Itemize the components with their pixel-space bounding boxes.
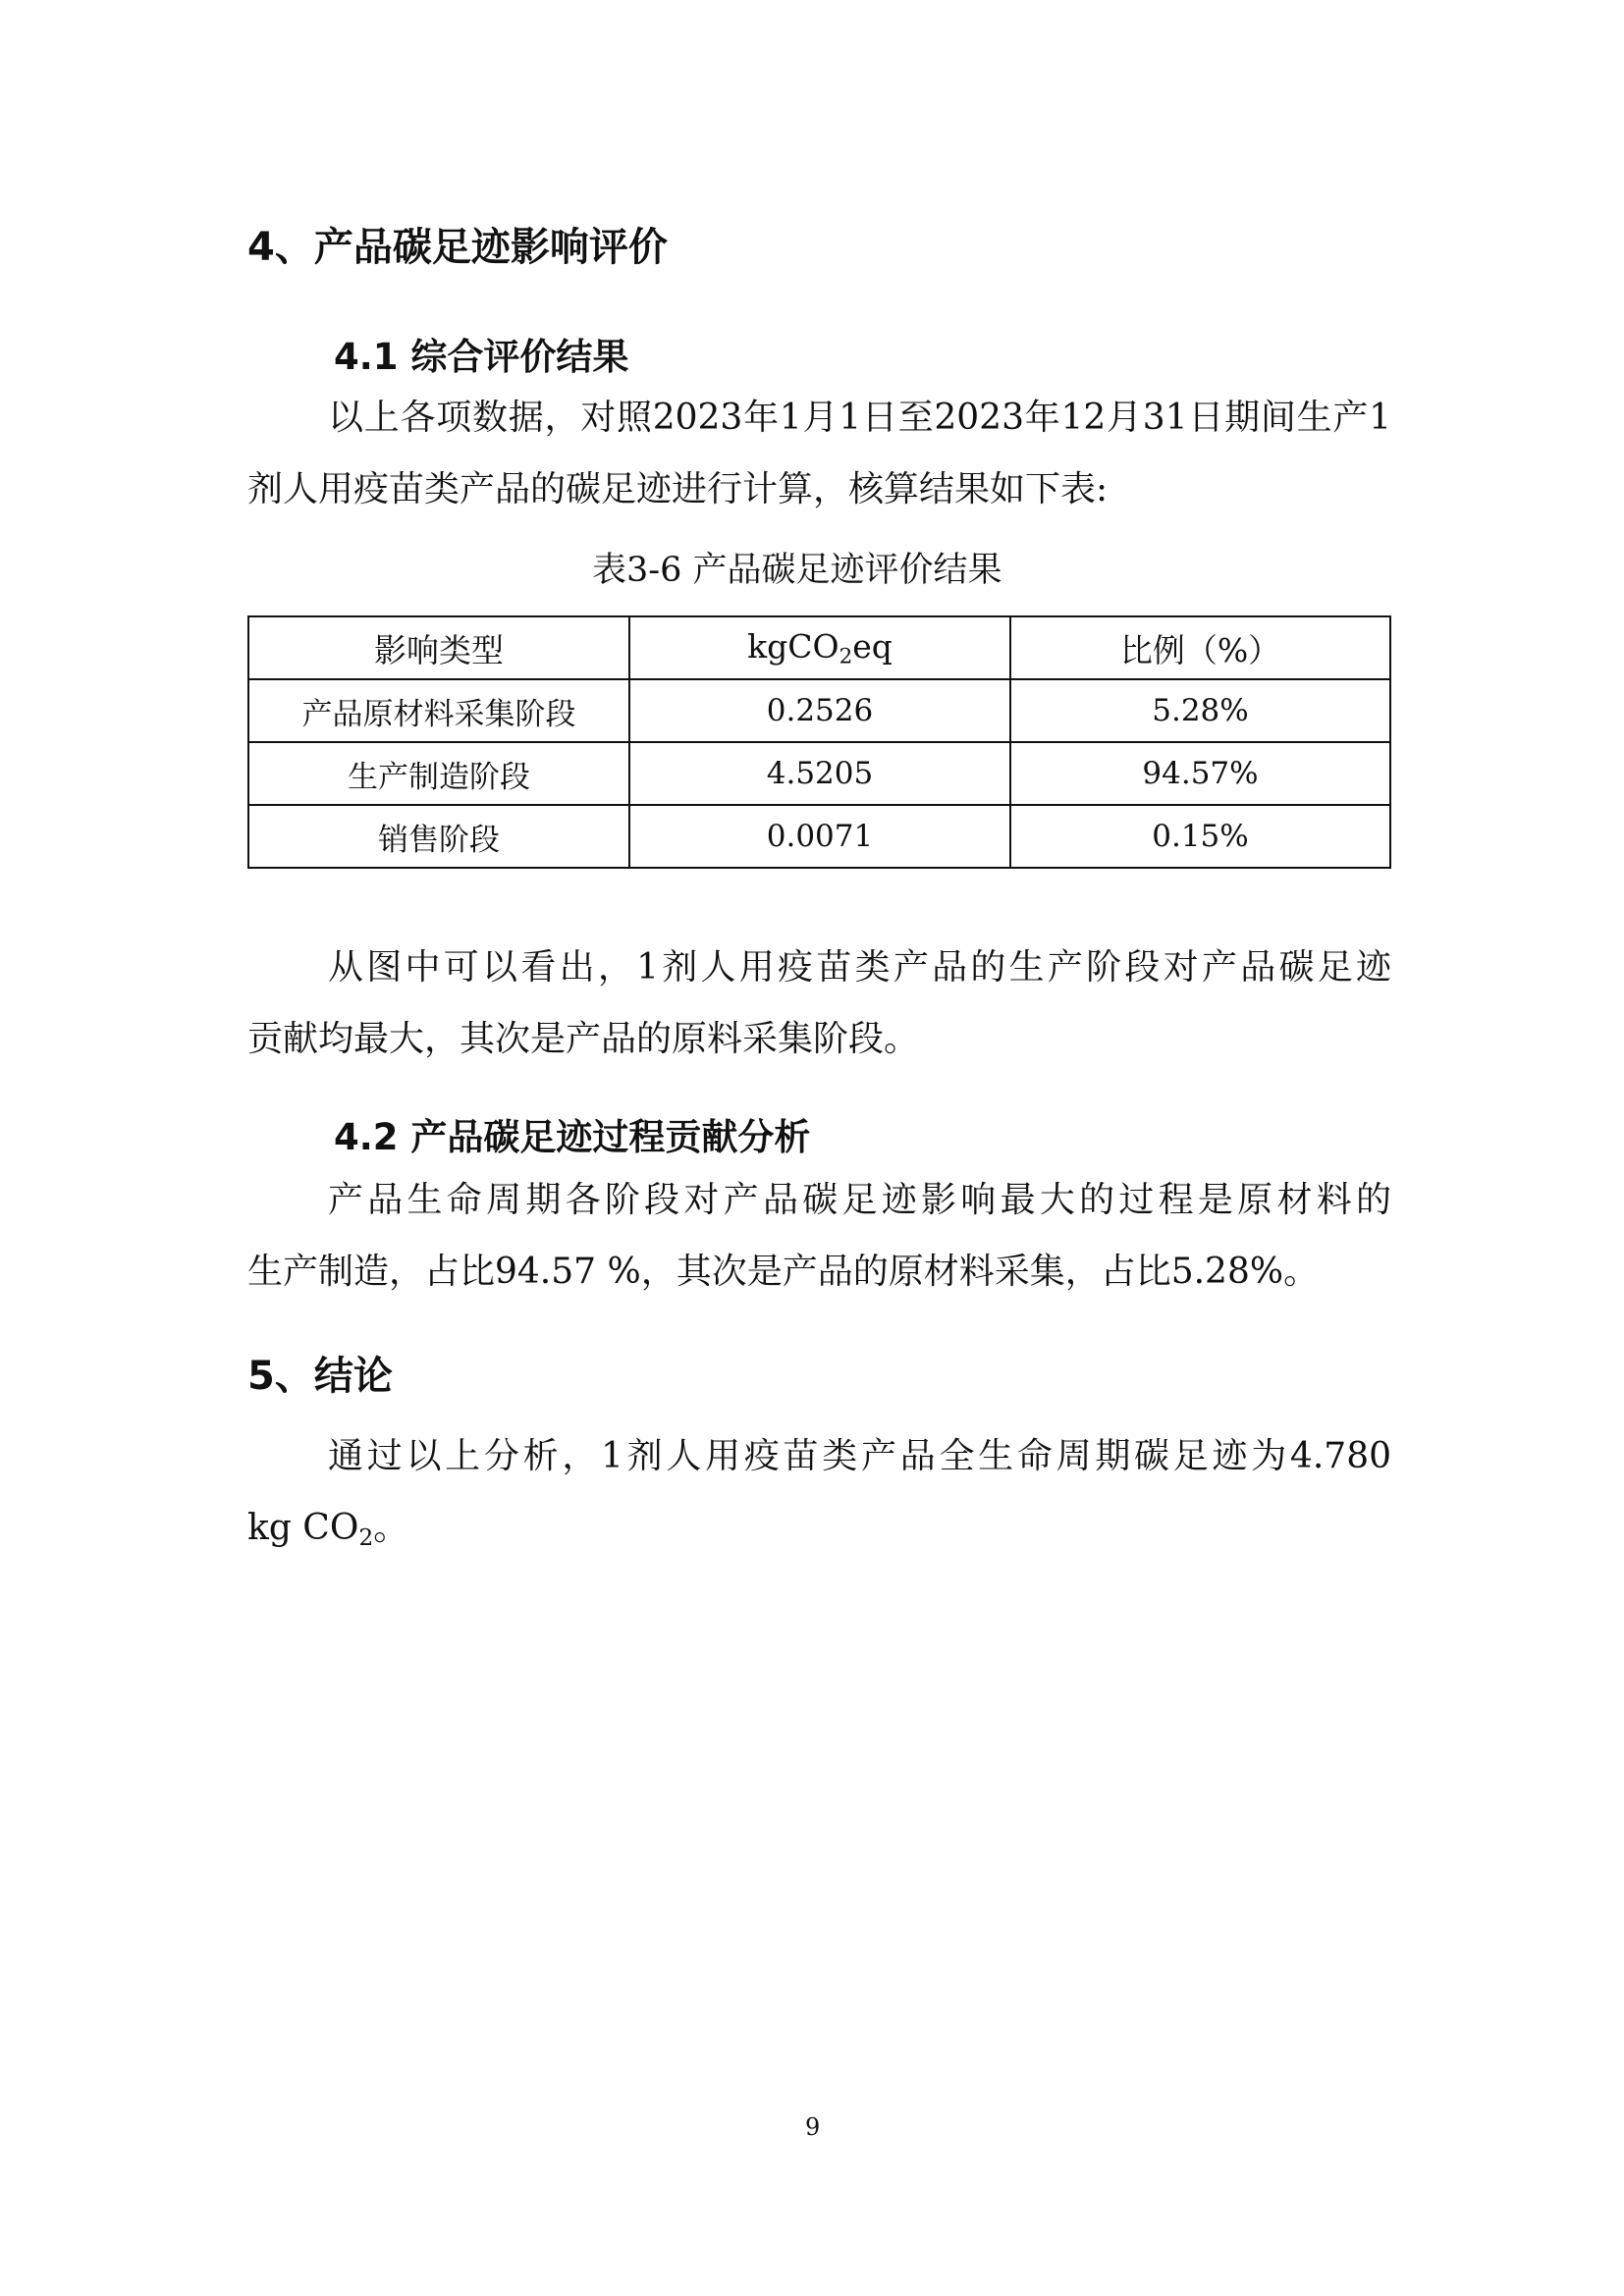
conclusion-unit-subscript: 2 bbox=[358, 1522, 374, 1551]
row-ratio: 94.57% bbox=[1010, 742, 1390, 805]
section-4-heading: 4、产品碳足迹影响评价 bbox=[247, 225, 668, 270]
paragraph-4-1-line-1: 以上各项数据，对照2023年1月1日至2023年12月31日期间生产1 bbox=[328, 398, 1391, 438]
row-value: 0.2526 bbox=[629, 679, 1010, 742]
paragraph-4-1-line-2: 剂人用疫苗类产品的碳足迹进行计算，核算结果如下表: bbox=[247, 469, 1109, 509]
row-ratio: 0.15% bbox=[1010, 805, 1390, 868]
analysis-line-1: 从图中可以看出，1剂人用疫苗类产品的生产阶段对产品碳足迹 bbox=[328, 947, 1391, 988]
page-number: 9 bbox=[805, 2113, 821, 2141]
table-header-row bbox=[248, 616, 1390, 679]
conclusion-unit-main: kg CO bbox=[247, 1508, 359, 1548]
row-ratio: 5.28% bbox=[1010, 679, 1390, 742]
table-caption: 表3-6 产品碳足迹评价结果 bbox=[592, 551, 1002, 590]
row-stage: 销售阶段 bbox=[248, 805, 629, 868]
header-unit bbox=[629, 616, 1010, 679]
header-ratio: 比例（%） bbox=[1010, 616, 1390, 679]
conclusion-line-2 bbox=[247, 1505, 408, 1561]
header-unit-end: eq bbox=[852, 626, 893, 666]
conclusion-end-mark: 。 bbox=[373, 1508, 409, 1548]
conclusion-line-1: 通过以上分析，1剂人用疫苗类产品全生命周期碳足迹为4.780 bbox=[328, 1436, 1391, 1476]
row-stage: 生产制造阶段 bbox=[248, 742, 629, 805]
table-row bbox=[248, 805, 1390, 868]
section-5-heading: 5、结论 bbox=[247, 1354, 393, 1399]
row-value: 4.5205 bbox=[629, 742, 1010, 805]
header-impact-type: 影响类型 bbox=[248, 616, 629, 679]
result-table bbox=[247, 615, 1391, 869]
header-unit-subscript: 2 bbox=[839, 644, 853, 669]
subsection-4-1-heading: 4.1 综合评价结果 bbox=[334, 336, 629, 378]
table-row bbox=[248, 742, 1390, 805]
row-value: 0.0071 bbox=[629, 805, 1010, 868]
table-row bbox=[248, 679, 1390, 742]
analysis-line-2: 贡献均最大，其次是产品的原料采集阶段。 bbox=[247, 1019, 920, 1059]
subsection-4-2-heading: 4.2 产品碳足迹过程贡献分析 bbox=[334, 1116, 811, 1158]
paragraph-4-2-line-1: 产品生命周期各阶段对产品碳足迹影响最大的过程是原材料的 bbox=[328, 1180, 1391, 1220]
header-unit-main: kgCO bbox=[747, 626, 839, 666]
row-stage: 产品原材料采集阶段 bbox=[248, 679, 629, 742]
paragraph-4-2-line-2: 生产制造，占比94.57 %，其次是产品的原材料采集，占比5.28%。 bbox=[247, 1252, 1320, 1292]
